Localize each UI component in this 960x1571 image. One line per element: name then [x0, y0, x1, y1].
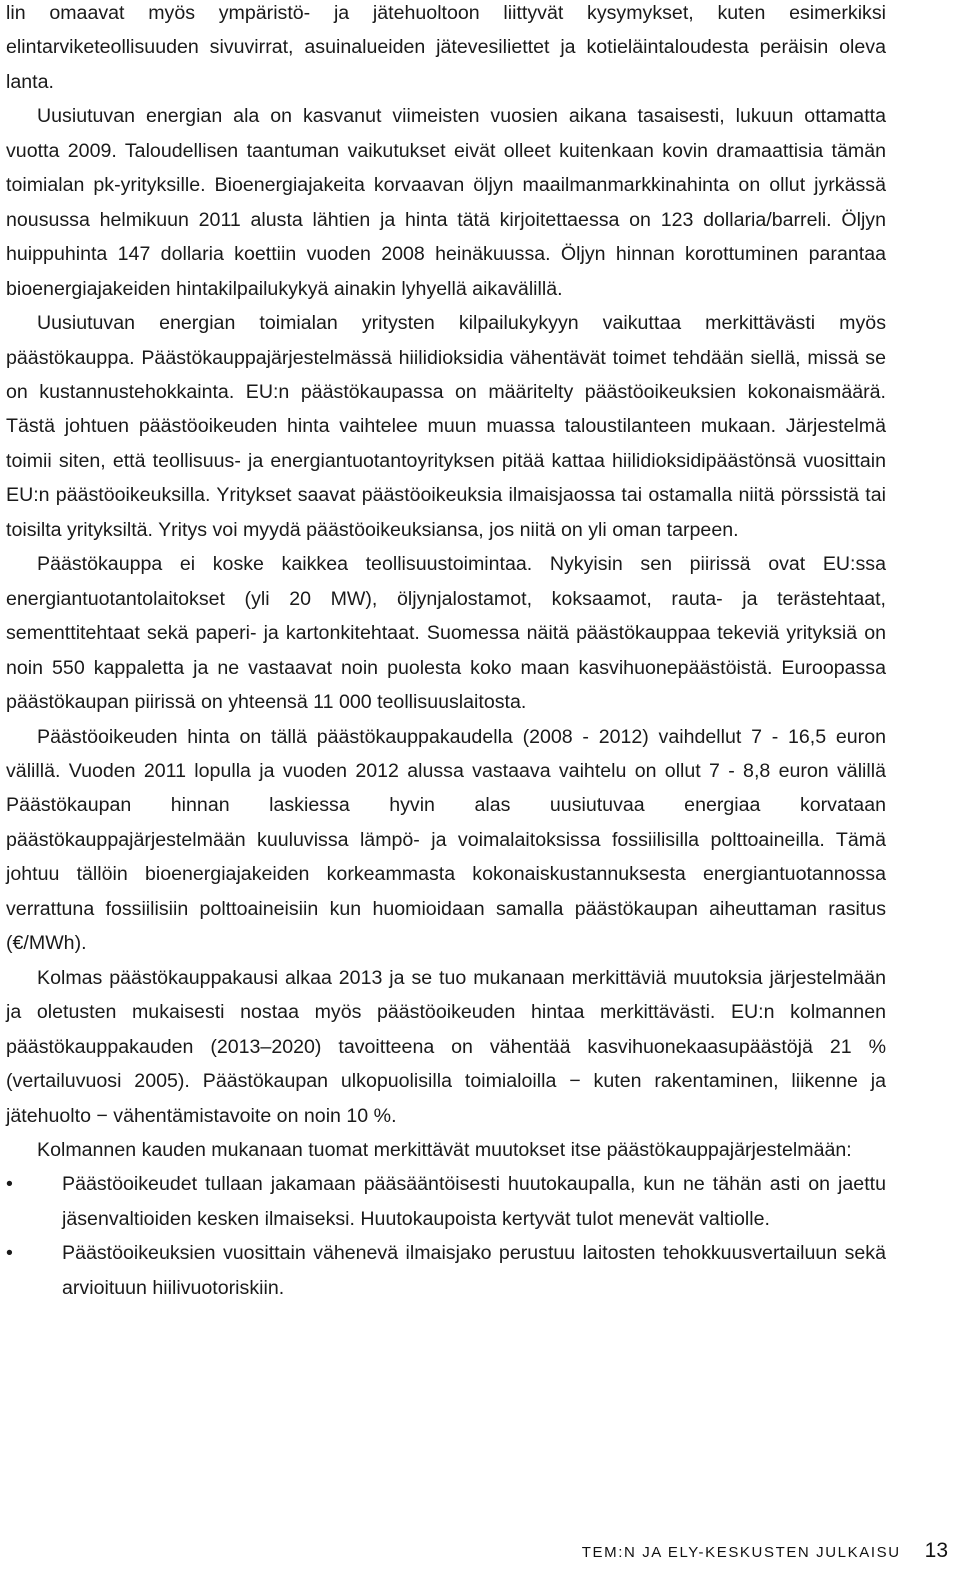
paragraph-6: Kolmas päästökauppakausi alkaa 2013 ja se tuo mukanaan merkittäviä muutoksia järjestelmään ja oletusten mukaisesti nostaa myös päästöoikeuden hintaa merkittävästi. EU:n kolmannen päästökauppakauden (2013–2020) tavoitteena on vähentää kasvihuonekaasupäästöjä 21 % (vertailuvuosi 2005). Päästökaupan ulkopuolisilla toimialoilla − kuten rakentaminen, liikenne ja jätehuolto − vähentämistavoite on noin 10 %.	[6, 966, 886, 1127]
paragraph-1: lin omaavat myös ympäristö- ja jätehuoltoon liittyvät kysymykset, kuten esimerkiksi elintarviketeollisuuden sivuvirrat, asuinalueiden jätevesiliettet ja kotieläintaloudesta peräisin oleva lanta.	[6, 2, 886, 93]
paragraph-2: Uusiutuvan energian ala on kasvanut viimeisten vuosien aikana tasaisesti, lukuun ottamatta vuotta 2009. Taloudellisen taantuman vaikutukset eivät olleet kuitenkaan kovin dramaattisia tämän toimialan pk-yrityksille. Bioenergiajakeita korvaavan öljyn maailmanmarkkinahinta on ollut jyrkässä nousussa helmikuun 2011 alusta lähtien ja hinta tätä kirjoitettaessa on 123 dollaria/barreli. Öljyn huippuhinta 147 dollaria koettiin vuoden 2008 heinäkuussa. Öljyn hinnan korottuminen parantaa bioenergiajakeiden hintakilpailukykyä ainakin lyhyellä aikavälillä.	[6, 105, 886, 300]
page-footer	[582, 1539, 948, 1563]
publication-name: TEM:N JA ELY-KESKUSTEN JULKAISU	[581, 1544, 901, 1561]
paragraph-4: Päästökauppa ei koske kaikkea teollisuustoimintaa. Nykyisin sen piirissä ovat EU:ssa energiantuotantolaitokset (yli 20 MW), öljynjalostamot, koksaamot, rauta- ja terästehtaat, sementtitehtaat sekä paperi- ja kartonkitehtaat. Suomessa näitä päästökauppaa tekeviä yrityksiä on noin 550 kappaletta ja ne vastaavat noin puolesta koko maan kasvihuonepäästöistä. Euroopassa päästökaupan piirissä on yhteensä 11 000 teollisuuslaitosta.	[6, 553, 886, 714]
body-text	[6, 0, 886, 1305]
bullet-item-2: • Päästöoikeuksien vuosittain vähenevä ilmaisjako perustuu laitosten tehokkuusvertailuun sekä arvioituun hiilivuotoriskiin.	[6, 1236, 886, 1305]
paragraph-5: Päästöoikeuden hinta on tällä päästökauppakaudella (2008 - 2012) vaihdellut 7 - 16,5 euron välillä. Vuoden 2011 lopulla ja vuoden 2012 alussa vastaava vaihtelu on ollut 7 - 8,8 euron välillä Päästökaupan hinnan laskiessa hyvin alas uusiutuvaa energiaa korvataan päästökauppajärjestelmään kuuluvissa lämpö- ja voimalaitoksissa fossiilisilla polttoaineilla. Tämä johtuu tällöin bioenergiajakeiden korkeammasta kokonaiskustannuksesta energiantuotannossa verrattuna fossiilisiin polttoaineisiin kun huomioidaan samalla päästökaupan aiheuttaman rasitus (€/MWh).	[6, 725, 886, 955]
page-number: 13	[924, 1539, 948, 1562]
bullet-item-1: • Päästöoikeudet tullaan jakamaan pääsääntöisesti huutokaupalla, kun ne tähän asti on jaettu jäsenvaltioiden kesken ilmaiseksi. Huutokaupoista kertyvät tulot menevät valtiolle.	[6, 1167, 886, 1236]
bullet-list	[6, 1167, 886, 1305]
paragraph-3: Uusiutuvan energian toimialan yritysten kilpailukykyyn vaikuttaa merkittävästi myös päästökauppa. Päästökauppajärjestelmässä hiilidioksidia vähentävät toimet tehdään siellä, missä se on kustannustehokkainta. EU:n päästökaupassa on määritelty päästöoikeuksien kokonaismäärä. Tästä johtuen päästöoikeuden hinta vaihtelee muun muassa taloustilanteen mukaan. Järjestelmä toimii siten, että teollisuus- ja energiantuotantoyrityksen pitää kattaa hiilidioksidipäästönsä vuosittain EU:n päästöoikeuksilla. Yritykset saavat päästöoikeuksia ilmaisjaossa tai ostamalla niitä pörssistä tai toisilta yrityksiltä. Yritys voi myydä päästöoikeuksiansa, jos niitä on yli oman tarpeen.	[6, 312, 886, 541]
paragraph-7: Kolmannen kauden mukanaan tuomat merkittävät muutokset itse päästökauppajärjestelmään:	[37, 1138, 852, 1161]
